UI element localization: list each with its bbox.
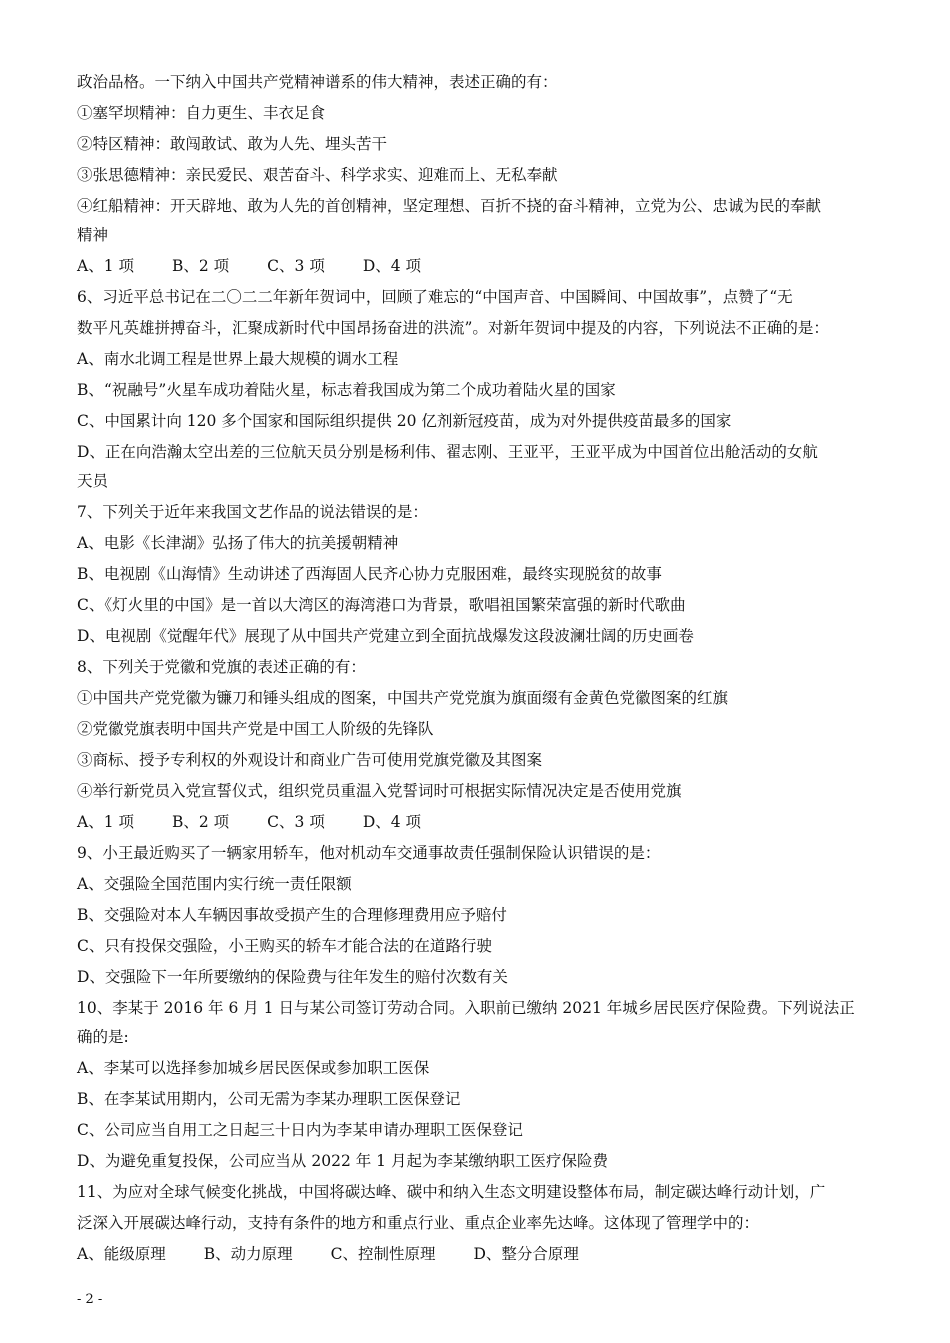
page-number: - 2 -	[77, 1292, 103, 1307]
q8-statement-4: ④举行新党员入党宣誓仪式，组织党员重温入党誓词时可根据实际情况决定是否使用党旗	[77, 782, 682, 800]
q7-option-a: A、电影《长津湖》弘扬了伟大的抗美援朝精神	[77, 534, 399, 552]
q7-stem: 7、下列关于近年来我国文艺作品的说法错误的是：	[77, 503, 428, 521]
q6-option-b: B、“祝融号”火星车成功着陆火星，标志着我国成为第二个成功着陆火星的国家	[77, 381, 616, 399]
option-d: D、4 项	[362, 257, 422, 275]
q10-stem-line2: 确的是:	[77, 1028, 129, 1046]
statement-4	[77, 196, 877, 216]
q11-stem-line1: 11、为应对全球气候变化挑战，中国将碳达峰、碳中和纳入生态文明建设整体布局，制定碳达峰行动计划，广	[77, 1183, 826, 1201]
q7-option-d: D、电视剧《觉醒年代》展现了从中国共产党建立到全面抗战爆发这段波澜壮阔的历史画卷	[77, 627, 694, 645]
q10-option-b: B、在李某试用期内，公司无需为李某办理职工医保登记	[77, 1090, 461, 1108]
option-b: B、动力原理	[203, 1245, 293, 1263]
q10-stem-line1: 10、李某于 2016 年 6 月 1 日与某公司签订劳动合同。入职前已缴纳 2021 年城乡居民医疗保险费。下列说法正	[77, 999, 855, 1017]
q9-option-a: A、交强险全国范围内实行统一责任限额	[77, 875, 352, 893]
q9-option-c: C、只有投保交强险，小王购买的轿车才能合法的在道路行驶	[77, 937, 492, 955]
q6-option-d-cont: 天员	[77, 472, 109, 490]
option-c: C、3 项	[267, 257, 325, 275]
q10-option-d: D、为避免重复投保，公司应当从 2022 年 1 月起为李某缴纳职工医疗保险费	[77, 1152, 608, 1170]
q7-option-b: B、电视剧《山海情》生动讲述了西海固人民齐心协力克服困难，最终实现脱贫的故事	[77, 565, 662, 583]
q8-stem: 8、下列关于党徽和党旗的表述正确的有：	[77, 658, 366, 676]
statement-1: ①塞罕坝精神：自力更生、丰衣足食	[77, 104, 326, 122]
q9-stem: 9、小王最近购买了一辆家用轿车，他对机动车交通事故责任强制保险认识错误的是：	[77, 844, 661, 862]
option-a: A、1 项	[77, 257, 134, 275]
option-b: B、2 项	[171, 257, 230, 275]
option-c: C、3 项	[267, 813, 325, 831]
q9-option-d: D、交强险下一年所要缴纳的保险费与往年发生的赔付次数有关	[77, 968, 508, 986]
statement-4-cont: 精神	[77, 226, 109, 244]
q6-option-d: D、正在向浩瀚太空出差的三位航天员分别是杨利伟、翟志刚、王亚平，王亚平成为中国首位出舱活动的女航	[77, 443, 818, 461]
q11-options	[77, 1244, 877, 1264]
q10-option-a: A、李某可以选择参加城乡居民医保或参加职工医保	[77, 1059, 430, 1077]
q6-option-a: A、南水北调工程是世界上最大规模的调水工程	[77, 350, 399, 368]
option-b: B、2 项	[171, 813, 230, 831]
text-line: 政治品格。一下纳入中国共产党精神谱系的伟大精神，表述正确的有：	[77, 73, 558, 91]
option-a: A、1 项	[77, 813, 134, 831]
option-c: C、控制性原理	[330, 1245, 436, 1263]
q8-options	[77, 812, 877, 832]
option-a: A、能级原理	[77, 1245, 166, 1263]
q8-statement-2: ②党徽党旗表明中国共产党是中国工人阶级的先锋队	[77, 720, 434, 738]
q5-options	[77, 256, 877, 276]
option-d: D、4 项	[362, 813, 422, 831]
q8-statement-3: ③商标、授予专利权的外观设计和商业广告可使用党旗党徽及其图案	[77, 751, 543, 769]
statement-2: ②特区精神：敢闯敢试、敢为人先、埋头苦干	[77, 135, 388, 153]
q6-option-c: C、中国累计向 120 多个国家和国际组织提供 20 亿剂新冠疫苗，成为对外提供疫苗最多的国家	[77, 412, 732, 430]
option-d: D、整分合原理	[473, 1245, 579, 1263]
question-content	[77, 72, 877, 1275]
q6-stem-line2: 数平凡英雄拼搏奋斗，汇聚成新时代中国昂扬奋进的洪流”。对新年贺词中提及的内容，下列说法不正确的是：	[77, 319, 829, 337]
q6-stem-line1: 6、习近平总书记在二〇二二年新年贺词中，回顾了难忘的“中国声音、中国瞬间、中国故事”，点赞了“无	[77, 288, 793, 306]
q11-stem-line2: 泛深入开展碳达峰行动，支持有条件的地方和重点行业、重点企业率先达峰。这体现了管理学中的：	[77, 1214, 760, 1232]
q8-statement-1: ①中国共产党党徽为镰刀和锤头组成的图案，中国共产党党旗为旗面缀有金黄色党徽图案的红旗	[77, 689, 729, 707]
statement-3: ③张思德精神：亲民爱民、艰苦奋斗、科学求实、迎难而上、无私奉献	[77, 166, 558, 184]
q10-option-c: C、公司应当自用工之日起三十日内为李某申请办理职工医保登记	[77, 1121, 523, 1139]
q9-option-b: B、交强险对本人车辆因事故受损产生的合理修理费用应予赔付	[77, 906, 507, 924]
q7-option-c: C、《灯火里的中国》是一首以大湾区的海湾港口为背景，歌唱祖国繁荣富强的新时代歌曲	[77, 596, 686, 614]
statement-4-line1: ④红船精神：开天辟地、敢为人先的首创精神，坚定理想、百折不挠的奋斗精神，立党为公、忠诚为民的奉献	[77, 197, 822, 215]
